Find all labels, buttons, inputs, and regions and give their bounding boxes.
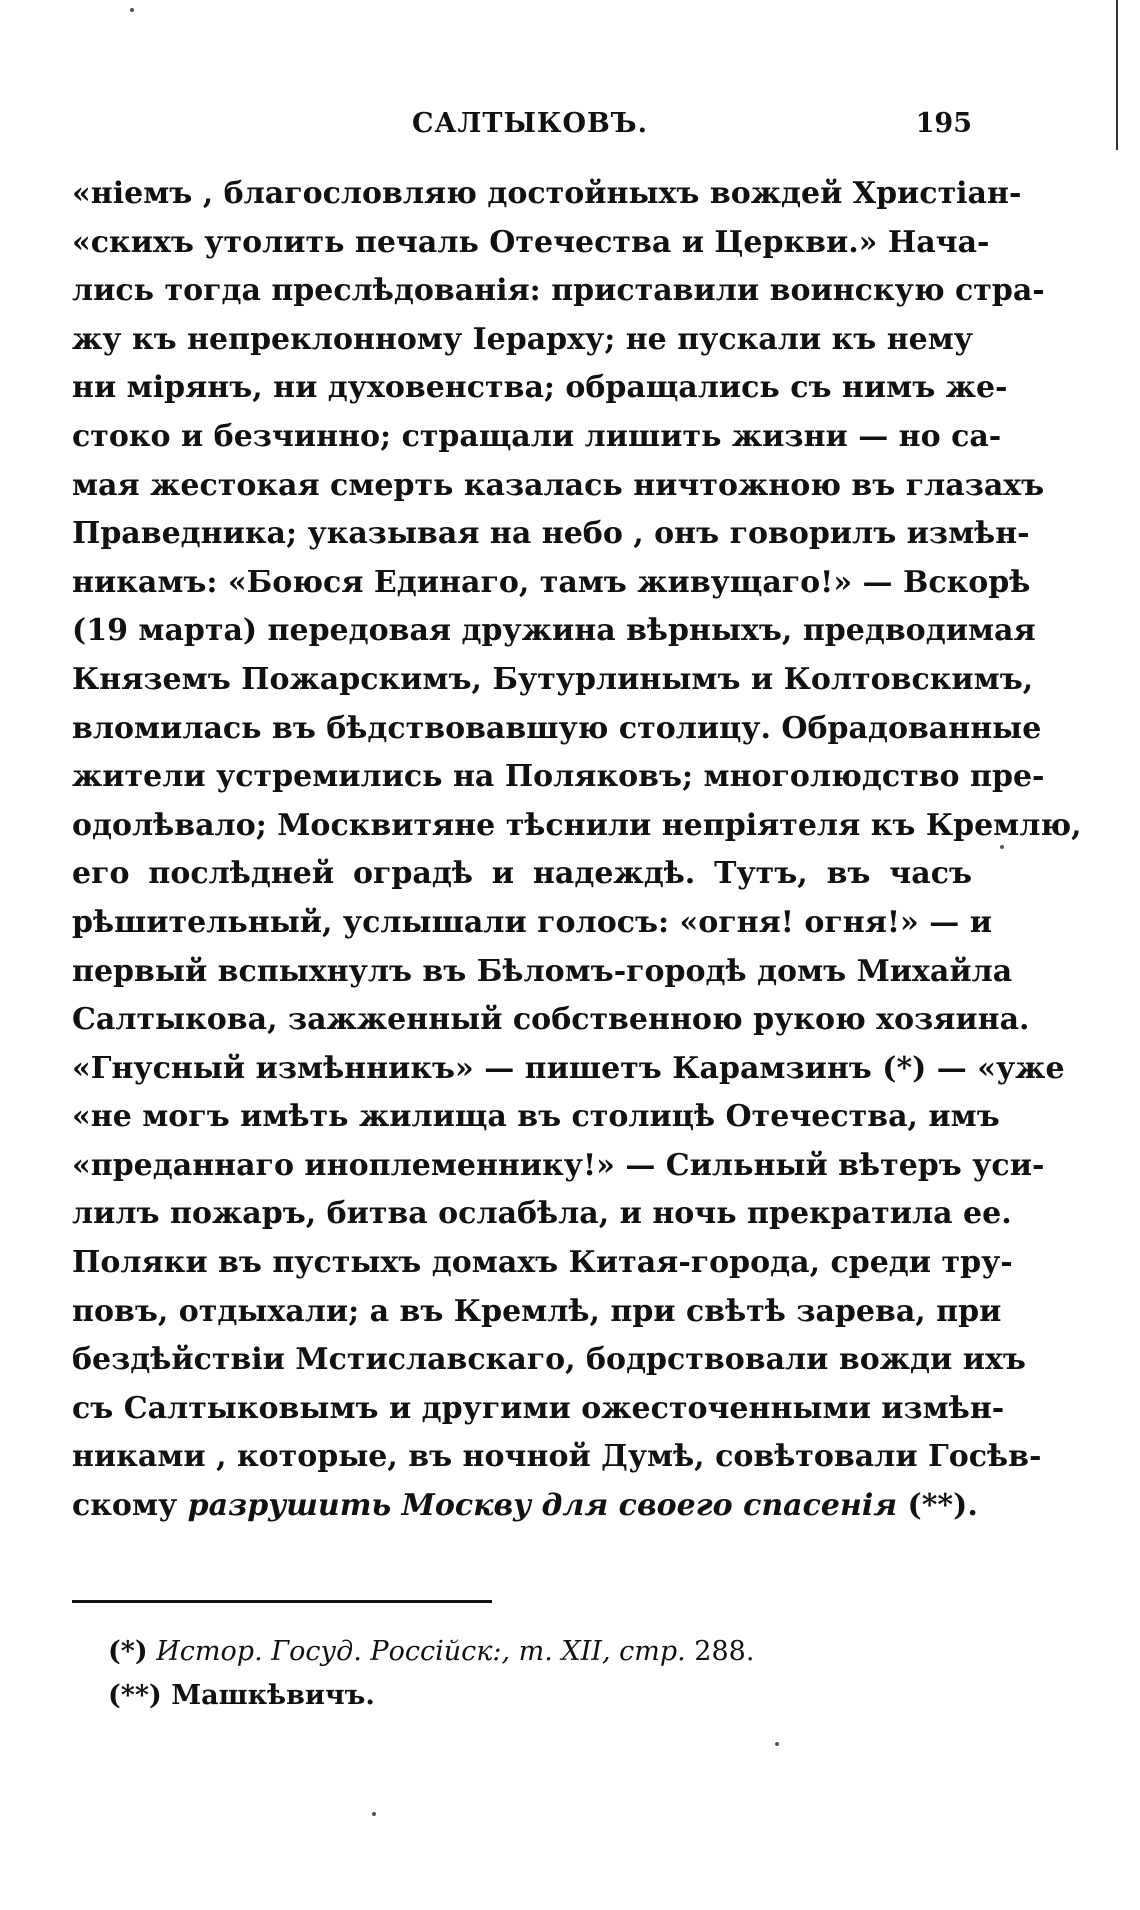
text-line: лилъ пожаръ, битва ослабѣла, и ночь прекратила ее.	[72, 1196, 1012, 1232]
text-line: жу къ непреклонному Іерарху; не пускали къ нему	[72, 321, 974, 357]
text-line: съ Салтыковымъ и другими ожесточенными измѣн-	[72, 1390, 1005, 1426]
text-line: никамъ: «Боюся Единаго, тамъ живущаго!» — Вскорѣ	[72, 564, 1031, 600]
footnote-1	[108, 1630, 968, 1674]
text-line: стоко и безчинно; стращали лишить жизни — но са-	[72, 418, 1002, 454]
text-line: жители устремились на Поляковъ; многолюдство пре-	[72, 759, 1045, 795]
text-line: Праведника; указывая на небо , онъ говорилъ измѣн-	[72, 516, 1030, 552]
footnote-2	[108, 1674, 968, 1718]
page-number: 195	[915, 108, 972, 139]
text-line: никами , которые, въ ночной Думѣ, совѣтовали Госѣв-	[72, 1439, 1042, 1475]
text-line: «ніемъ , благословляю достойныхъ вождей Христіан-	[72, 176, 1022, 211]
text-line: первый вспыхнулъ въ Бѣломъ-городѣ домъ Михайла	[72, 953, 1013, 989]
italic-emphasis: разрушить Москву для своего спасенія	[187, 1488, 898, 1524]
text-line: Поляки въ пустыхъ домахъ Китая-города, среди тру-	[72, 1245, 1013, 1281]
text-line: рѣшительный, услышали голосъ: «огня! огня!» — и	[72, 904, 992, 940]
text-line-last	[72, 1482, 978, 1531]
text-line: «преданнаго иноплеменнику!» — Сильный вѣтеръ уси-	[72, 1147, 1045, 1183]
text-line: «Гнусный измѣнникъ» — пишетъ Карамзинъ (*) — «уже	[72, 1050, 1065, 1086]
text-line: Салтыкова, зажженный собственною рукою хозяина.	[72, 1002, 1030, 1038]
footnote-citation: Истор. Госуд. Россійск:, т. XII, стр.	[147, 1636, 686, 1667]
footnotes	[108, 1630, 968, 1718]
footnote-page: 288.	[685, 1636, 755, 1667]
page-header	[72, 108, 972, 148]
footnote-citation: Машкѣвичъ.	[161, 1680, 375, 1711]
main-text	[72, 170, 1082, 1531]
footnote-mark: (*)	[108, 1636, 148, 1667]
text-line: мая жестокая смерть казалась ничтожною въ глазахъ	[72, 467, 1045, 503]
text-line: его послѣдней оградѣ и надеждѣ. Тутъ, въ часъ	[72, 856, 972, 892]
text-segment: скому	[72, 1488, 188, 1524]
text-line: ни мірянъ, ни духовенства; обращались съ нимъ же-	[72, 370, 1008, 406]
print-speck	[130, 8, 134, 12]
print-speck	[1000, 845, 1004, 849]
footnote-divider	[72, 1600, 492, 1603]
text-line: «скихъ утолить печаль Отечества и Церкви.» Нача-	[72, 224, 990, 260]
text-line: одолѣвало; Москвитяне тѣснили непріятеля къ Кремлю,	[72, 807, 1082, 843]
text-line: вломилась въ бѣдствовавшую столицу. Обрадованные	[72, 710, 1042, 746]
text-line: повъ, отдыхали; а въ Кремлѣ, при свѣтѣ зарева, при	[72, 1293, 1002, 1329]
print-speck	[372, 1812, 376, 1816]
text-line: «не могъ имѣть жилища въ столицѣ Отечества, имъ	[72, 1099, 1000, 1135]
text-line: лись тогда преслѣдованія: приставили воинскую стра-	[72, 273, 1045, 309]
footnote-reference: (**).	[897, 1488, 978, 1524]
print-speck	[775, 1742, 779, 1746]
text-line: бездѣйствіи Мстиславскаго, бодрствовали вожди ихъ	[72, 1342, 1026, 1378]
text-line: (19 марта) передовая дружина вѣрныхъ, предводимая	[72, 613, 1036, 649]
running-title: САЛТЫКОВЪ.	[412, 108, 649, 139]
page-edge-line	[1116, 0, 1118, 150]
footnote-mark: (**)	[108, 1680, 162, 1711]
text-line: Княземъ Пожарскимъ, Бутурлинымъ и Колтовскимъ,	[72, 661, 1034, 697]
